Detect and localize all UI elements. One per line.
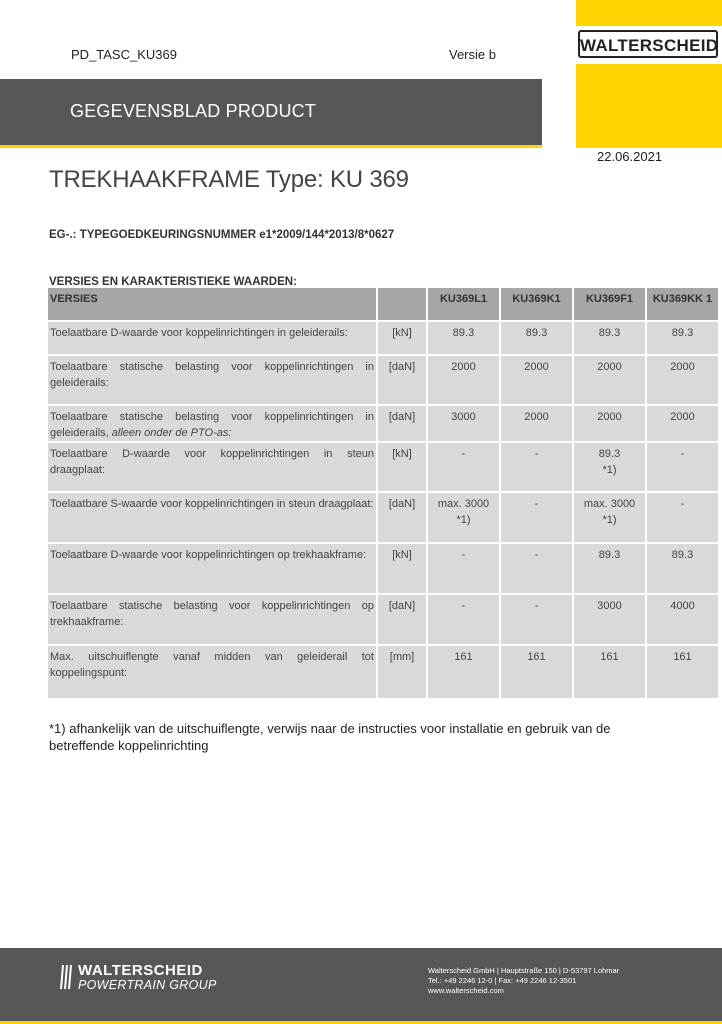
brand-logo-panel [576,0,722,148]
specifications-table [48,288,720,700]
cell-value: - [647,493,720,544]
footnote: *1) afhankelijk van de uitschuiflengte, verwijs naar de instructies voor installatie en gebruik van de betreffende koppelinrichting [49,721,611,753]
row-description [48,443,378,493]
description-text: Toelaatbare D-waarde voor koppelinrichtingen op trekhaakframe: [50,549,367,561]
cell-value: 161 [574,646,647,700]
description-italic: alleen onder de PTO-as: [111,427,232,439]
footer-website-link[interactable]: www.walterscheid.com [428,986,504,995]
cell-value: - [501,595,574,646]
table-row [48,646,720,700]
row-description [48,493,378,544]
datasheet-heading: GEGEVENSBLAD PRODUCT [70,101,317,121]
header-unit [378,288,428,322]
cell-value: - [501,493,574,544]
table-row [48,322,720,356]
cell-value: - [428,443,501,493]
row-unit: [daN] [378,493,428,544]
document-date: 22.06.2021 [597,149,663,164]
walterscheid-mark-icon [60,964,74,990]
row-description [48,595,378,646]
row-unit: [kN] [378,322,428,356]
row-unit: [daN] [378,356,428,406]
cell-value: - [501,443,574,493]
header-ku369kk1: KU369KK 1 [647,288,720,322]
table-row [48,356,720,406]
table-header-row [48,288,720,322]
description-text: Max. uitschuiflengte vanaf midden van geleiderail tot koppelingspunt: [50,651,374,679]
section-heading: VERSIES EN KARAKTERISTIEKE WAARDEN: [49,276,297,288]
cell-value: - [428,544,501,595]
row-unit: [daN] [378,595,428,646]
cell-value: 3000 [428,406,501,443]
cell-value: 89.3 [647,322,720,356]
cell-value: 2000 [428,356,501,406]
row-unit: [kN] [378,443,428,493]
cell-value: max. 3000 *1) [574,493,647,544]
cell-value: 3000 [574,595,647,646]
footer-logo [60,962,217,992]
page-footer [0,948,722,1024]
document-version: Versie b [449,47,496,62]
description-text: Toelaatbare D-waarde voor koppelinrichtingen in geleiderails: [50,327,348,339]
page-title: TREKHAAKFRAME Type: KU 369 [49,166,409,193]
cell-value: 161 [428,646,501,700]
table-row [48,406,720,443]
description-text: Toelaatbare D-waarde voor koppelinrichtingen in steun draagplaat: [50,448,374,476]
table-row [48,544,720,595]
cell-value: - [428,595,501,646]
row-description [48,406,378,443]
description-text: Toelaatbare statische belasting voor koppelinrichtingen in geleiderails, [50,411,374,439]
header-ku369l1: KU369L1 [428,288,501,322]
cell-value: 2000 [647,406,720,443]
cell-value: 4000 [647,595,720,646]
cell-value: 2000 [501,356,574,406]
header-ku369f1: KU369F1 [574,288,647,322]
table-row [48,595,720,646]
cell-value: 2000 [574,356,647,406]
description-text: Toelaatbare statische belasting voor koppelinrichtingen op trekhaakframe: [50,600,374,628]
cell-value: 89.3 [647,544,720,595]
cell-value: max. 3000 *1) [428,493,501,544]
footer-address-phone: Tel.: +49 2246 12-0 | Fax: +49 2246 12-3501 [428,976,577,985]
cell-value: 161 [647,646,720,700]
cell-value: 89.3 [574,322,647,356]
row-description [48,646,378,700]
footer-address-company: Walterscheid GmbH | Hauptstraße 150 | D-53797 Lohmar [428,966,620,975]
cell-value: 89.3 [501,322,574,356]
cell-value: 89.3 [574,544,647,595]
row-description [48,356,378,406]
header-ku369k1: KU369K1 [501,288,574,322]
cell-value: 2000 [501,406,574,443]
description-text: Toelaatbare statische belasting voor koppelinrichtingen in geleiderails: [50,361,374,389]
row-unit: [daN] [378,406,428,443]
walterscheid-logo: WALTERSCHEID [578,30,718,58]
table-row [48,443,720,493]
cell-value: 2000 [647,356,720,406]
footer-address [428,966,619,996]
footer-brand-name: WALTERSCHEID [78,962,203,979]
footer-brand-group: POWERTRAIN GROUP [78,978,217,992]
cell-value: - [647,443,720,493]
cell-value: 161 [501,646,574,700]
cell-value: 89.3 *1) [574,443,647,493]
cell-value: - [501,544,574,595]
cell-value: 2000 [574,406,647,443]
type-approval-number: EG-.: TYPEGOEDKEURINGSNUMMER e1*2009/144*2013/8*0627 [49,229,395,241]
cell-value: 89.3 [428,322,501,356]
header-band-accent [0,145,542,148]
row-unit: [mm] [378,646,428,700]
description-text: Toelaatbare S-waarde voor koppelinrichtingen in steun draagplaat: [50,498,374,510]
row-description [48,322,378,356]
row-description [48,544,378,595]
header-versions: VERSIES [48,288,378,322]
table-row [48,493,720,544]
document-code: PD_TASC_KU369 [71,47,177,62]
row-unit: [kN] [378,544,428,595]
